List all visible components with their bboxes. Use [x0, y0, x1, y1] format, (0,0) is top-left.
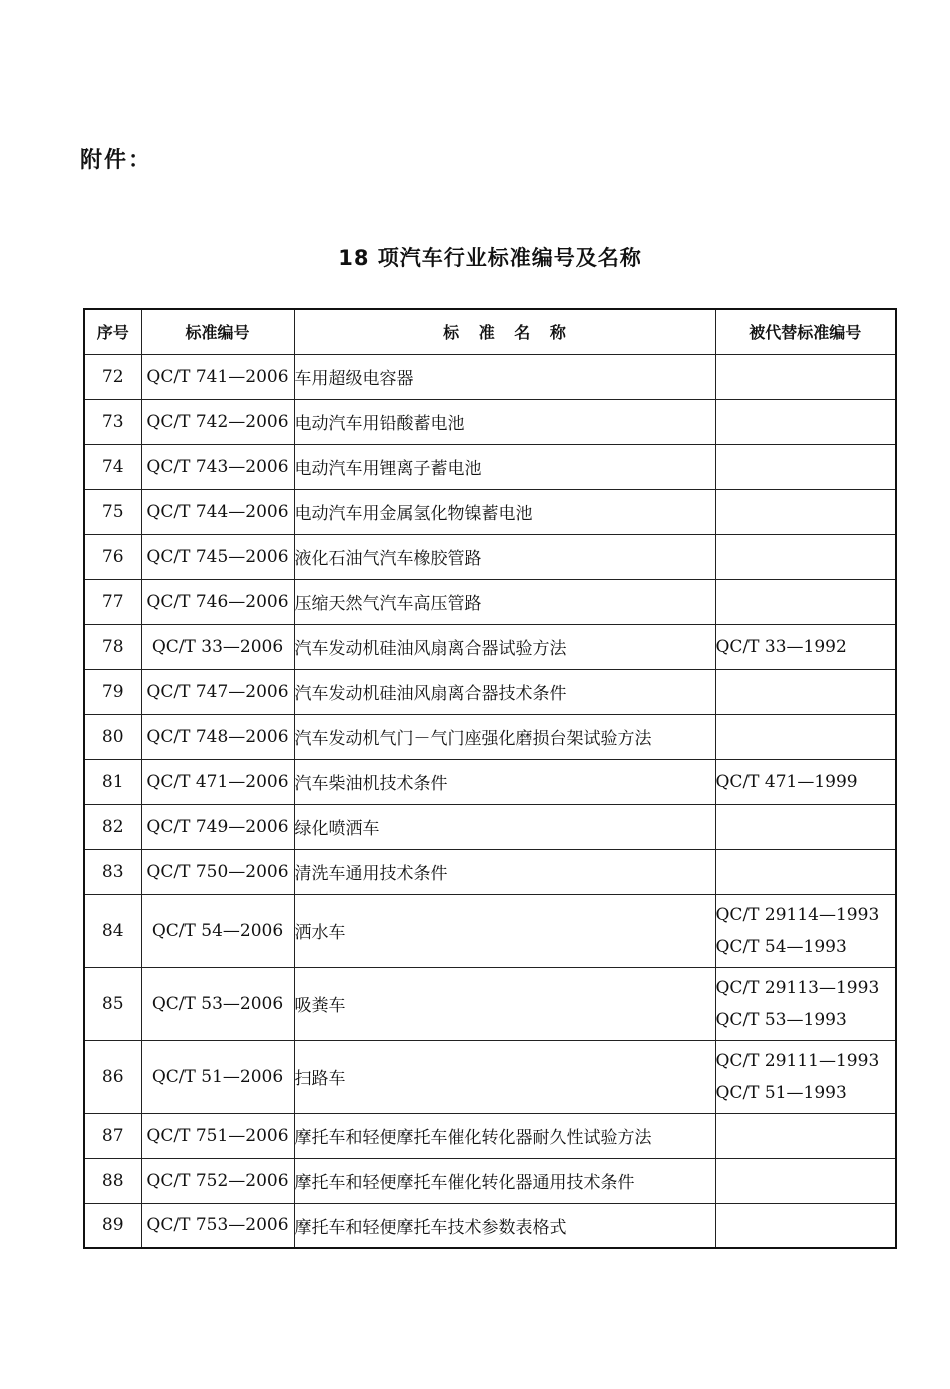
cell-standard-code: QC/T 741—2006: [141, 354, 294, 399]
cell-standard-name: 电动汽车用锂离子蓄电池: [294, 444, 715, 489]
table-row: [84, 579, 896, 624]
cell-seq: 82: [84, 804, 141, 849]
cell-standard-name: 液化石油气汽车橡胶管路: [294, 534, 715, 579]
table-row: [84, 804, 896, 849]
cell-replaced-codes: [715, 1158, 896, 1203]
cell-seq: 76: [84, 534, 141, 579]
cell-replaced-codes: [715, 399, 896, 444]
replaced-code: QC/T 29113—1993: [715, 977, 880, 998]
header-seq: 序号: [84, 309, 141, 354]
cell-replaced-codes: [715, 967, 896, 1040]
cell-replaced-codes: [715, 444, 896, 489]
cell-seq: 79: [84, 669, 141, 714]
cell-seq: 73: [84, 399, 141, 444]
header-name: 标 准 名 称: [294, 309, 715, 354]
cell-seq: 89: [84, 1203, 141, 1248]
cell-replaced-codes: [715, 1040, 896, 1113]
table-row: [84, 669, 896, 714]
cell-seq: 72: [84, 354, 141, 399]
cell-seq: 78: [84, 624, 141, 669]
cell-standard-name: 电动汽车用铅酸蓄电池: [294, 399, 715, 444]
cell-replaced-codes: [715, 534, 896, 579]
cell-standard-name: 电动汽车用金属氢化物镍蓄电池: [294, 489, 715, 534]
cell-standard-name: 压缩天然气汽车高压管路: [294, 579, 715, 624]
replaced-code: QC/T 29111—1993: [715, 1050, 880, 1071]
cell-replaced-codes: [715, 579, 896, 624]
cell-standard-name: 汽车发动机硅油风扇离合器试验方法: [294, 624, 715, 669]
table-row: [84, 354, 896, 399]
cell-replaced-codes: [715, 354, 896, 399]
table-row: [84, 399, 896, 444]
table-row: [84, 534, 896, 579]
header-replaced: 被代替标准编号: [715, 309, 896, 354]
cell-replaced-codes: [715, 624, 896, 669]
cell-standard-code: QC/T 743—2006: [141, 444, 294, 489]
replaced-code: QC/T 33—1992: [715, 636, 847, 657]
cell-standard-name: 摩托车和轻便摩托车技术参数表格式: [294, 1203, 715, 1248]
cell-replaced-codes: [715, 714, 896, 759]
table-row: [84, 894, 896, 967]
cell-seq: 81: [84, 759, 141, 804]
table-body: [84, 354, 896, 1248]
table-row: [84, 967, 896, 1040]
cell-standard-name: 汽车柴油机技术条件: [294, 759, 715, 804]
cell-standard-code: QC/T 751—2006: [141, 1113, 294, 1158]
cell-standard-name: 绿化喷洒车: [294, 804, 715, 849]
replaced-code: QC/T 54—1993: [715, 936, 847, 957]
cell-standard-code: QC/T 471—2006: [141, 759, 294, 804]
table-header-row: [84, 309, 896, 354]
cell-standard-code: QC/T 742—2006: [141, 399, 294, 444]
table-row: [84, 444, 896, 489]
cell-replaced-codes: [715, 759, 896, 804]
cell-standard-name: 车用超级电容器: [294, 354, 715, 399]
cell-standard-name: 摩托车和轻便摩托车催化转化器耐久性试验方法: [294, 1113, 715, 1158]
cell-standard-code: QC/T 745—2006: [141, 534, 294, 579]
cell-standard-code: QC/T 753—2006: [141, 1203, 294, 1248]
table-row: [84, 1113, 896, 1158]
cell-seq: 83: [84, 849, 141, 894]
cell-seq: 74: [84, 444, 141, 489]
table-row: [84, 759, 896, 804]
cell-seq: 84: [84, 894, 141, 967]
table-row: [84, 624, 896, 669]
cell-seq: 80: [84, 714, 141, 759]
cell-standard-name: 洒水车: [294, 894, 715, 967]
cell-replaced-codes: [715, 669, 896, 714]
header-code: 标准编号: [141, 309, 294, 354]
cell-standard-name: 扫路车: [294, 1040, 715, 1113]
replaced-code: QC/T 471—1999: [715, 771, 858, 792]
cell-replaced-codes: [715, 1113, 896, 1158]
cell-seq: 88: [84, 1158, 141, 1203]
cell-replaced-codes: [715, 849, 896, 894]
cell-standard-code: QC/T 750—2006: [141, 849, 294, 894]
cell-standard-name: 摩托车和轻便摩托车催化转化器通用技术条件: [294, 1158, 715, 1203]
table-row: [84, 714, 896, 759]
cell-standard-code: QC/T 752—2006: [141, 1158, 294, 1203]
replaced-code: QC/T 53—1993: [715, 1009, 847, 1030]
standards-table: [83, 308, 897, 1249]
cell-replaced-codes: [715, 894, 896, 967]
cell-standard-code: QC/T 746—2006: [141, 579, 294, 624]
replaced-code: QC/T 29114—1993: [715, 904, 880, 925]
cell-seq: 86: [84, 1040, 141, 1113]
cell-standard-code: QC/T 749—2006: [141, 804, 294, 849]
table-row: [84, 489, 896, 534]
cell-standard-code: QC/T 748—2006: [141, 714, 294, 759]
table-row: [84, 849, 896, 894]
cell-standard-code: QC/T 51—2006: [141, 1040, 294, 1113]
cell-standard-name: 汽车发动机硅油风扇离合器技术条件: [294, 669, 715, 714]
document-title: 18 项汽车行业标准编号及名称: [338, 246, 642, 270]
cell-standard-code: QC/T 33—2006: [141, 624, 294, 669]
table-row: [84, 1040, 896, 1113]
cell-replaced-codes: [715, 489, 896, 534]
cell-seq: 87: [84, 1113, 141, 1158]
replaced-code: QC/T 51—1993: [715, 1082, 847, 1103]
cell-standard-name: 清洗车通用技术条件: [294, 849, 715, 894]
cell-seq: 77: [84, 579, 141, 624]
cell-standard-name: 汽车发动机气门－气门座强化磨损台架试验方法: [294, 714, 715, 759]
cell-standard-name: 吸粪车: [294, 967, 715, 1040]
table-row: [84, 1203, 896, 1248]
cell-replaced-codes: [715, 1203, 896, 1248]
cell-standard-code: QC/T 54—2006: [141, 894, 294, 967]
cell-standard-code: QC/T 747—2006: [141, 669, 294, 714]
cell-standard-code: QC/T 53—2006: [141, 967, 294, 1040]
table-row: [84, 1158, 896, 1203]
attachment-label: 附件：: [80, 148, 153, 173]
cell-standard-code: QC/T 744—2006: [141, 489, 294, 534]
cell-seq: 85: [84, 967, 141, 1040]
cell-replaced-codes: [715, 804, 896, 849]
cell-seq: 75: [84, 489, 141, 534]
